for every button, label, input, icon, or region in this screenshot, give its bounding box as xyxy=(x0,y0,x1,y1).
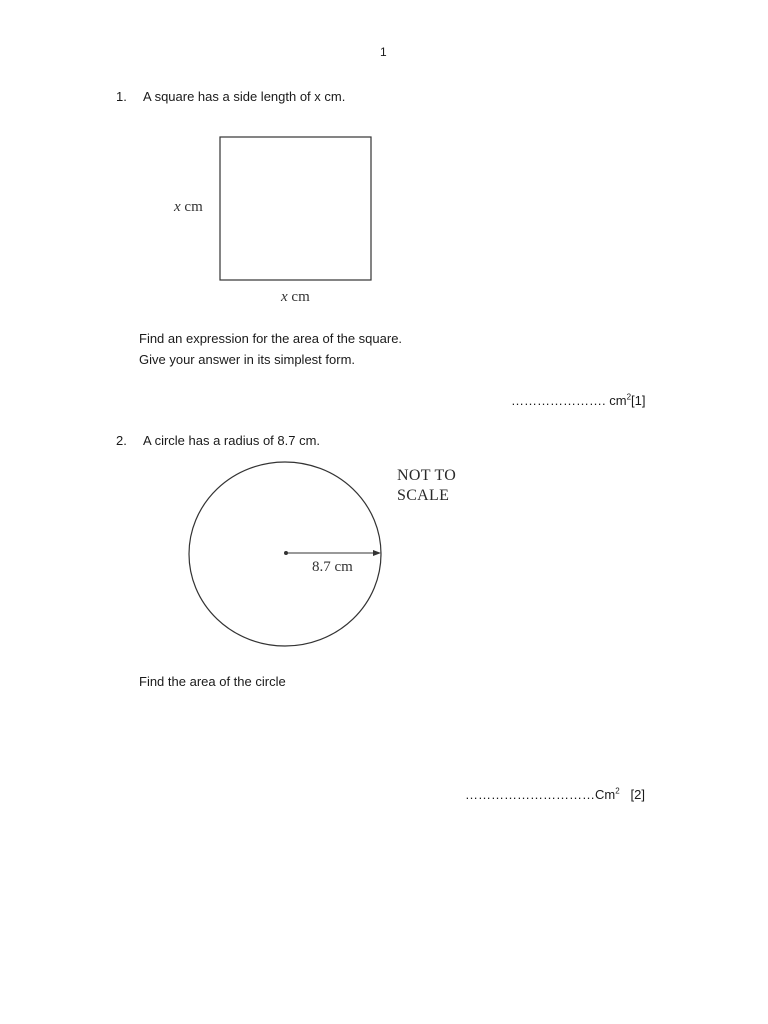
answer-unit: cm xyxy=(609,393,627,408)
note-line-2: SCALE xyxy=(397,487,450,504)
radius-label: 8.7 cm xyxy=(312,559,353,575)
radius-arrowhead xyxy=(373,550,381,556)
square-side-label-unit: cm xyxy=(184,199,203,215)
answer-dots: ………………………… xyxy=(465,787,595,802)
question-2-answer-line[interactable] xyxy=(465,787,645,802)
question-1-instruction-2: Give your answer in its simplest form. xyxy=(139,352,356,367)
not-to-scale-note xyxy=(397,466,456,506)
question-2-marks: [2] xyxy=(630,787,645,802)
question-2-number: 2. xyxy=(116,433,127,448)
question-1-marks: [1] xyxy=(631,393,646,408)
square-bottom-label-unit: cm xyxy=(291,289,310,305)
note-line-1: NOT TO xyxy=(397,467,457,484)
answer-unit-exponent: 2 xyxy=(615,786,620,796)
question-1-stem: A square has a side length of x cm. xyxy=(143,89,346,104)
question-1-instruction-1: Find an expression for the area of the square. xyxy=(139,331,403,346)
question-1-number: 1. xyxy=(116,89,127,104)
answer-unit: Cm xyxy=(595,787,616,802)
square-side-label-var: x xyxy=(174,199,181,215)
answer-dots: …………………. xyxy=(511,393,606,408)
question-2-stem: A circle has a radius of 8.7 cm. xyxy=(143,433,321,448)
page-number: 1 xyxy=(380,45,387,59)
square-bottom-label-var: x xyxy=(281,289,288,305)
question-2-instruction-1: Find the area of the circle xyxy=(139,674,286,689)
answer-unit-exponent: 2 xyxy=(626,392,632,402)
